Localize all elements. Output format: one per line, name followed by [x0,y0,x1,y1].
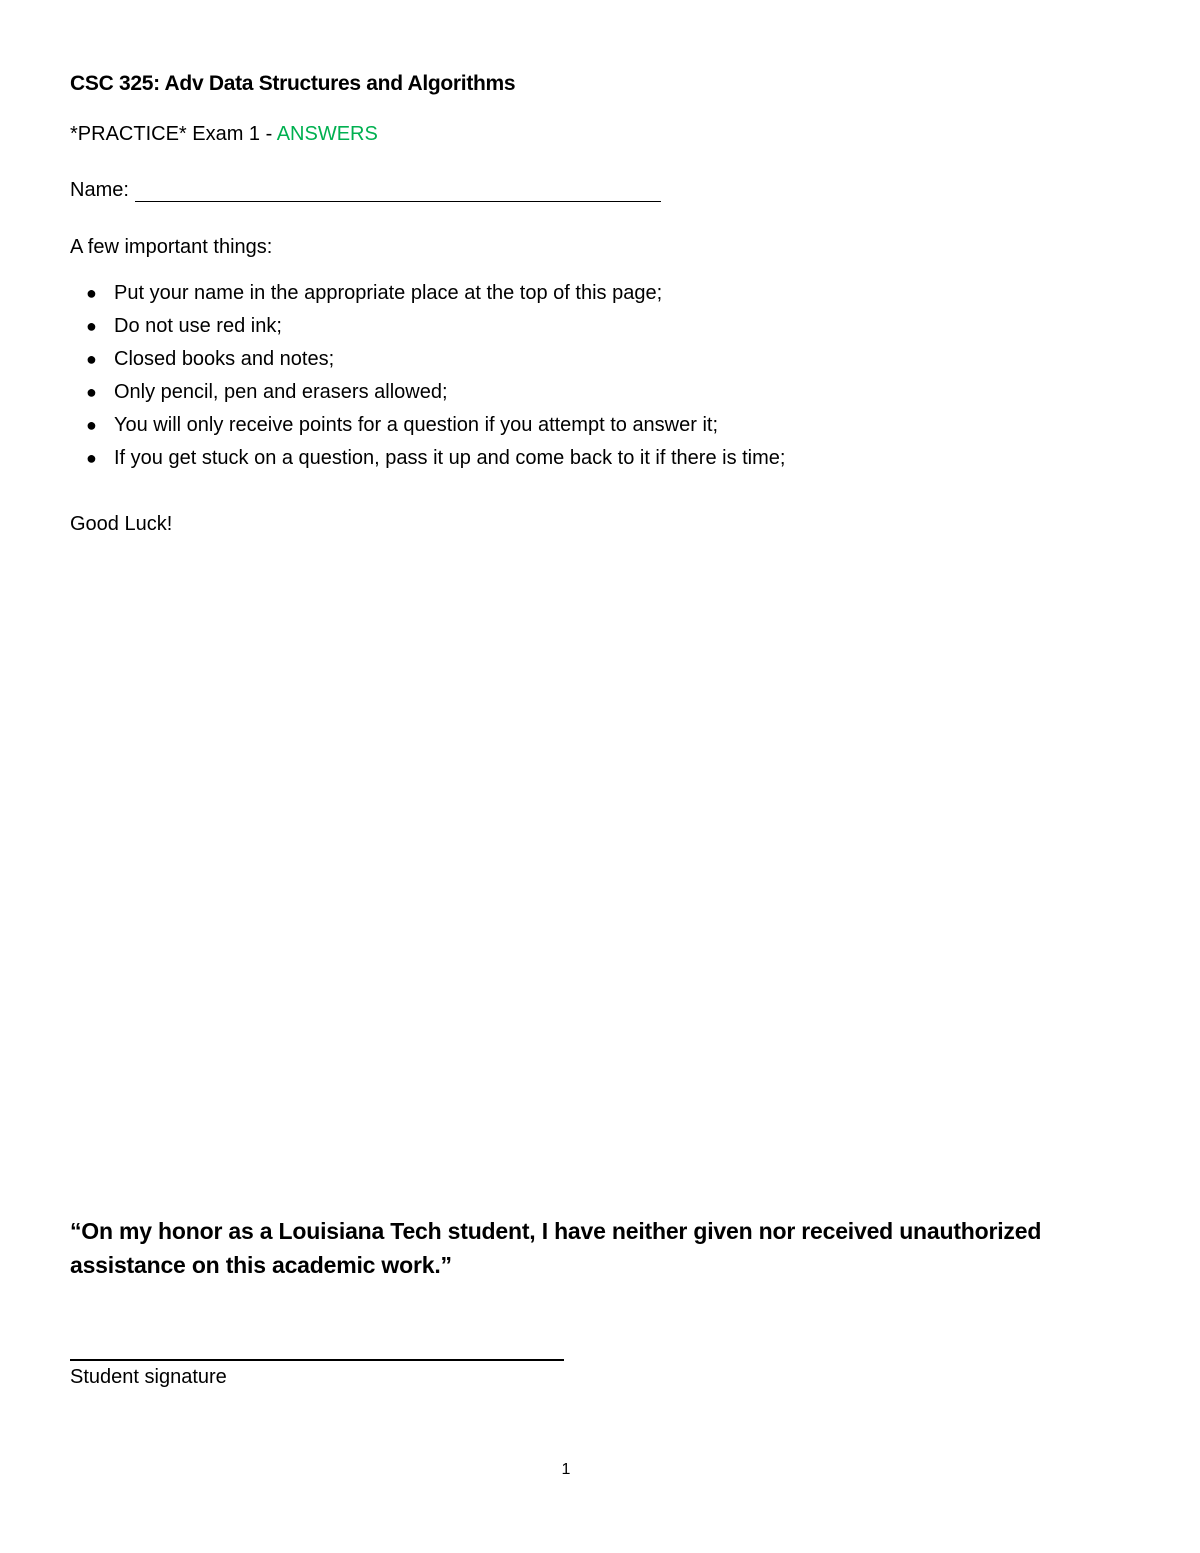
exam-title-prefix: *PRACTICE* Exam 1 - [70,123,277,145]
list-item [86,313,785,346]
list-item-text: Do not use red ink; [114,315,282,337]
signature-label: Student signature [70,1366,227,1388]
bullet-icon: ● [86,415,97,435]
answers-label: ANSWERS [276,123,378,145]
good-luck-text: Good Luck! [70,513,173,535]
list-item [86,412,785,445]
list-item-text: Only pencil, pen and erasers allowed; [114,381,448,403]
list-item-text: Put your name in the appropriate place at the top of this page; [114,282,663,304]
list-item-text: You will only receive points for a question if you attempt to answer it; [114,414,719,436]
page-number: 1 [561,1461,571,1478]
course-title: CSC 325: Adv Data Structures and Algorithms [70,72,516,95]
list-item-text: Closed books and notes; [114,348,335,370]
bullet-icon: ● [86,316,97,336]
instructions-list [86,280,785,478]
list-item [86,280,785,313]
signature-line [70,1359,564,1361]
honor-code-statement: “On my honor as a Louisiana Tech student, I have neither given nor received unauthorized assistance on this academic work.” [70,1218,1042,1278]
name-blank-line [135,183,661,202]
name-field [70,179,661,202]
list-item [86,379,785,412]
list-item [86,346,785,379]
bullet-icon: ● [86,382,97,402]
instructions-intro: A few important things: [70,236,273,258]
bullet-icon: ● [86,349,97,369]
bullet-icon: ● [86,448,97,468]
list-item-text: If you get stuck on a question, pass it up and come back to it if there is time; [114,447,786,469]
bullet-icon: ● [86,283,97,303]
list-item [86,445,785,478]
name-label: Name: [70,179,129,201]
exam-title [70,123,378,146]
